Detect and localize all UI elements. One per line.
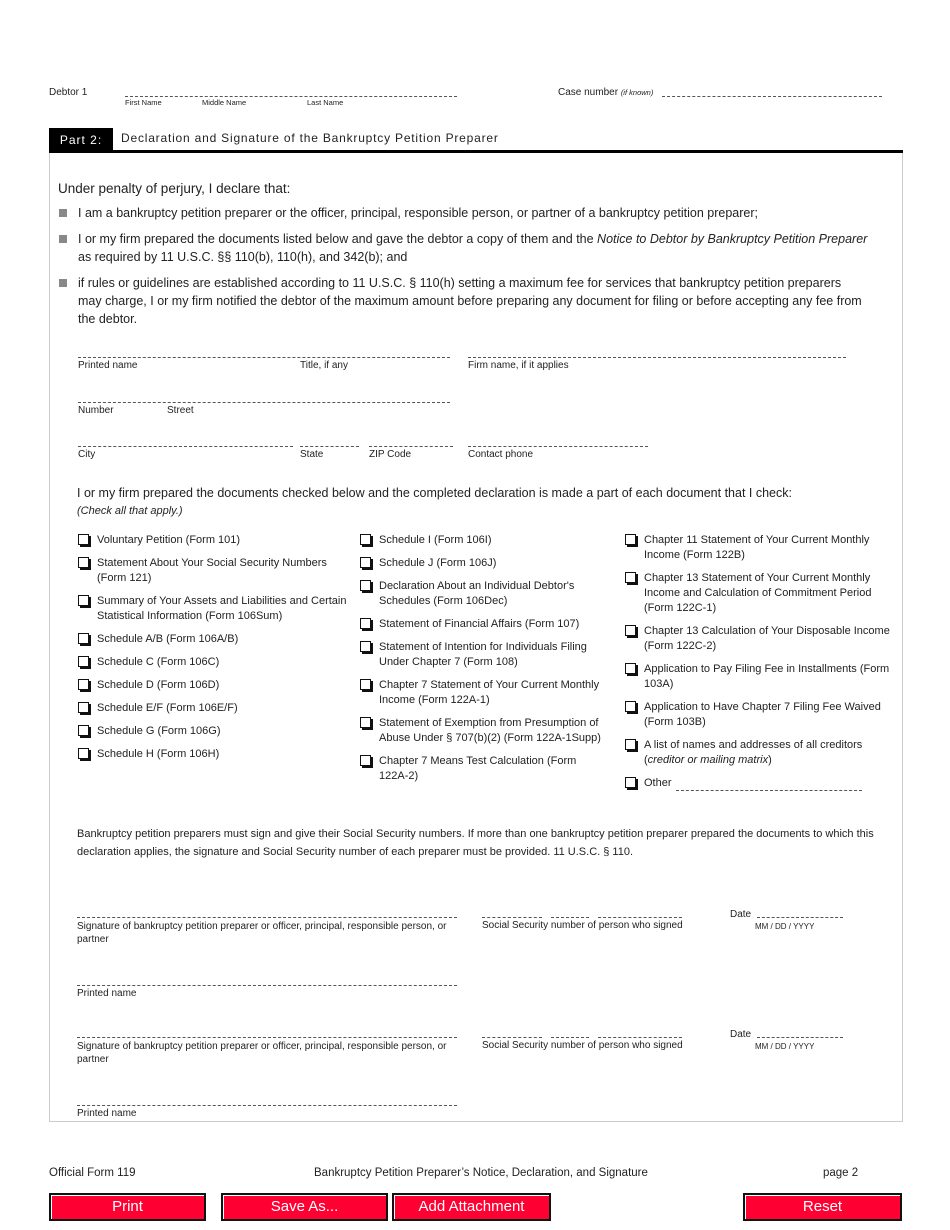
document-label: Schedule I (Form 106I) — [379, 534, 492, 546]
declaration-bullet-row — [58, 274, 888, 328]
print-button[interactable]: Print — [49, 1193, 206, 1221]
declaration-bullet-2 — [78, 230, 868, 266]
document-label: Voluntary Petition (Form 101) — [97, 534, 241, 546]
street-field[interactable] — [78, 402, 450, 403]
city-field[interactable] — [78, 446, 293, 447]
notice-title: Notice to Debtor by Bankruptcy Petition Preparer — [597, 232, 868, 246]
printed-name-field[interactable] — [78, 357, 450, 358]
document-label: Schedule C (Form 106C) — [97, 656, 220, 668]
document-option[interactable] — [360, 640, 608, 670]
bullet-icon — [59, 279, 67, 287]
document-label-wrap — [379, 678, 607, 708]
state-label: State — [300, 449, 324, 460]
zip-field[interactable] — [369, 446, 453, 447]
document-option[interactable] — [78, 747, 348, 762]
document-label-wrap — [379, 579, 607, 609]
document-checkbox[interactable] — [78, 679, 89, 690]
document-label: Schedule E/F (Form 106E/F) — [97, 702, 238, 714]
document-checkbox[interactable] — [625, 739, 636, 750]
document-option[interactable] — [360, 533, 608, 548]
document-label-wrap — [97, 724, 347, 739]
part-label: Part 2: — [49, 128, 113, 152]
other-option[interactable] — [625, 776, 893, 791]
footer-title: Bankruptcy Petition Preparer’s Notice, Declaration, and Signature — [314, 1167, 648, 1179]
date-format-label: MM / DD / YYYY — [755, 1042, 815, 1051]
document-checkbox[interactable] — [360, 557, 371, 568]
document-checkbox[interactable] — [360, 618, 371, 629]
ssn-field[interactable] — [551, 917, 589, 918]
document-label-wrap — [379, 754, 607, 784]
document-option[interactable] — [78, 594, 348, 624]
phone-label: Contact phone — [468, 449, 534, 460]
document-checkbox[interactable] — [360, 641, 371, 652]
city-label: City — [78, 449, 96, 460]
document-option[interactable] — [360, 556, 608, 571]
document-label-wrap — [97, 747, 347, 762]
number-label: Number — [78, 405, 114, 416]
document-checkbox[interactable] — [360, 717, 371, 728]
document-label-wrap — [644, 662, 892, 692]
document-label: Statement of Exemption from Presumption of Abuse Under § 707(b)(2) (Form 122A-1Supp) — [379, 717, 601, 744]
document-option[interactable] — [360, 617, 608, 632]
document-label-wrap — [97, 678, 347, 693]
document-label-wrap — [379, 533, 607, 548]
part-divider — [49, 150, 903, 153]
document-option[interactable] — [78, 556, 348, 586]
document-option[interactable] — [360, 716, 608, 746]
document-checkbox[interactable] — [360, 679, 371, 690]
document-checkbox[interactable] — [625, 701, 636, 712]
document-checkbox[interactable] — [625, 663, 636, 674]
creditor-matrix-note: (creditor or mailing matrix) — [644, 754, 772, 766]
document-checkbox[interactable] — [625, 534, 636, 545]
document-label: Schedule A/B (Form 106A/B) — [97, 633, 239, 645]
date-label: Date — [730, 1029, 752, 1040]
document-label: A list of names and addresses of all creditors — [644, 739, 863, 751]
printed-name-label: Printed name — [77, 1108, 137, 1119]
document-label: Chapter 13 Statement of Your Current Monthly Income and Calculation of Commitment Period (Form 122C-1) — [644, 572, 872, 614]
printed-name-field[interactable] — [77, 985, 457, 986]
document-label: Application to Have Chapter 7 Filing Fee Waived (Form 103B) — [644, 701, 881, 728]
declaration-bullet-1: I am a bankruptcy petition preparer or the officer, principal, responsible person, or partner of a bankruptcy petition preparer; — [78, 206, 759, 220]
document-option[interactable] — [78, 655, 348, 670]
ssn-label: Social Security number of person who signed — [482, 920, 683, 931]
document-option[interactable] — [360, 754, 608, 784]
ssn-field[interactable] — [598, 1037, 682, 1038]
document-label: Declaration About an Individual Debtor's Schedules (Form 106Dec) — [379, 580, 575, 607]
document-label: Chapter 7 Statement of Your Current Monthly Income (Form 122A-1) — [379, 679, 600, 706]
document-option[interactable] — [625, 533, 893, 563]
document-checkbox[interactable] — [78, 595, 89, 606]
first-name-label: First Name — [125, 98, 162, 107]
declaration-bullet-3: if rules or guidelines are established according to 11 U.S.C. § 110(h) setting a maximum fee for services that bankruptcy petition preparers may charge, I or my firm notified the debtor of the maximum amount before preparing any document for filing or before accepting any fee from the debtor. — [78, 276, 862, 326]
document-label-wrap — [379, 716, 607, 746]
document-label-wrap — [644, 624, 892, 654]
case-number-note: (if known) — [620, 88, 654, 97]
document-option[interactable] — [360, 678, 608, 708]
ssn-field[interactable] — [482, 1037, 542, 1038]
signature-label: Signature of bankruptcy petition preparer or officer, principal, responsible person, or partner — [77, 1041, 447, 1065]
case-number-text: Case number — [558, 87, 619, 98]
document-label-wrap — [97, 556, 347, 586]
document-label-wrap — [97, 594, 347, 624]
document-label: Schedule J (Form 106J) — [379, 557, 497, 569]
date-format-label: MM / DD / YYYY — [755, 922, 815, 931]
document-label-wrap — [97, 655, 347, 670]
other-label-wrap — [644, 776, 862, 791]
document-label: Chapter 11 Statement of Your Current Monthly Income (Form 122B) — [644, 534, 870, 561]
document-label-wrap — [644, 738, 892, 768]
declaration-bullet-row — [58, 230, 888, 266]
document-checkbox[interactable] — [78, 748, 89, 759]
document-label: Chapter 7 Means Test Calculation (Form 122A-2) — [379, 755, 577, 782]
signature-field[interactable] — [77, 1037, 457, 1038]
document-option[interactable] — [78, 678, 348, 693]
document-label-wrap — [379, 556, 607, 571]
zip-label: ZIP Code — [369, 449, 412, 460]
document-option[interactable] — [78, 632, 348, 647]
date-label: Date — [730, 909, 752, 920]
middle-name-label: Middle Name — [202, 98, 247, 107]
document-checkbox[interactable] — [78, 633, 89, 644]
bullet-2-text: I or my firm prepared the documents listed below and gave the debtor a copy of them and the — [78, 232, 598, 246]
title-label: Title, if any — [300, 360, 348, 371]
document-checkbox[interactable] — [78, 534, 89, 545]
footer-form-number: Official Form 119 — [49, 1167, 136, 1179]
date-field[interactable] — [757, 917, 843, 918]
document-checkbox[interactable] — [360, 755, 371, 766]
part-title: Declaration and Signature of the Bankruptcy Petition Preparer — [121, 131, 499, 145]
bullet-icon — [59, 209, 67, 217]
document-label: Statement of Financial Affairs (Form 107) — [379, 618, 580, 630]
phone-field[interactable] — [468, 446, 648, 447]
document-label-wrap — [379, 640, 607, 670]
signature-notice: Bankruptcy petition preparers must sign and give their Social Security numbers. If more than one bankruptcy petition preparer prepared the documents to which this declaration applies, the signature and Social Security number of each preparer must be provided. 11 U.S.C. § 110. — [77, 828, 874, 858]
other-label: Other — [644, 777, 672, 789]
add-attachment-button[interactable]: Add Attachment — [392, 1193, 551, 1221]
reset-button[interactable]: Reset — [743, 1193, 902, 1221]
footer-page: page 2 — [823, 1167, 859, 1179]
declaration-intro: Under penalty of perjury, I declare that: — [58, 181, 291, 196]
document-option[interactable] — [78, 724, 348, 739]
document-label: Statement of Intention for Individuals Filing Under Chapter 7 (Form 108) — [379, 641, 587, 668]
document-label: Schedule H (Form 106H) — [97, 748, 220, 760]
document-checkbox[interactable] — [625, 572, 636, 583]
document-label-wrap — [97, 632, 347, 647]
case-number-field[interactable] — [662, 96, 882, 97]
firm-name-field[interactable] — [468, 357, 846, 358]
document-label-wrap — [379, 617, 607, 632]
debtor-label: Debtor 1 — [49, 87, 88, 98]
document-checkbox[interactable] — [625, 625, 636, 636]
document-label: Chapter 13 Calculation of Your Disposable Income (Form 122C-2) — [644, 625, 890, 652]
document-label-wrap — [97, 701, 347, 716]
document-label-wrap — [644, 700, 892, 730]
document-option[interactable] — [625, 700, 893, 730]
declaration-bullet-row — [58, 204, 888, 222]
documents-note: (Check all that apply.) — [77, 505, 183, 517]
document-column — [625, 533, 893, 791]
document-checkbox[interactable] — [360, 534, 371, 545]
firm-name-label: Firm name, if it applies — [468, 360, 569, 371]
document-option[interactable] — [360, 579, 608, 609]
state-field[interactable] — [300, 446, 359, 447]
document-label-wrap — [644, 533, 892, 563]
document-option[interactable] — [78, 533, 348, 548]
printed-name-field[interactable] — [77, 1105, 457, 1106]
document-option[interactable] — [78, 701, 348, 716]
printed-name-label: Printed name — [77, 988, 137, 999]
document-checkbox[interactable] — [78, 557, 89, 568]
signature-field[interactable] — [77, 917, 457, 918]
other-checkbox[interactable] — [625, 777, 636, 788]
signature-label: Signature of bankruptcy petition preparer or officer, principal, responsible person, or partner — [77, 921, 447, 945]
document-label-wrap — [644, 571, 892, 616]
document-label-wrap — [97, 533, 347, 548]
document-label: Application to Pay Filing Fee in Installments (Form 103A) — [644, 663, 890, 690]
ssn-field[interactable] — [551, 1037, 589, 1038]
documents-intro: I or my firm prepared the documents checked below and the completed declaration is made a part of each document that I check: — [77, 486, 792, 500]
document-option[interactable] — [625, 571, 893, 616]
document-option[interactable] — [625, 738, 893, 768]
bullet-2-text-end: as required by 11 U.S.C. §§ 110(b), 110(h), and 342(b); and — [78, 250, 408, 264]
last-name-label: Last Name — [307, 98, 344, 107]
document-label: Schedule D (Form 106D) — [97, 679, 220, 691]
document-label: Schedule G (Form 106G) — [97, 725, 221, 737]
ssn-field[interactable] — [482, 917, 542, 918]
document-label: Statement About Your Social Security Numbers (Form 121) — [97, 557, 327, 584]
document-checkbox[interactable] — [78, 656, 89, 667]
debtor-name-field[interactable] — [125, 96, 457, 97]
document-column — [360, 533, 608, 784]
document-option[interactable] — [625, 624, 893, 654]
document-checkbox[interactable] — [78, 725, 89, 736]
case-number-label — [558, 87, 653, 98]
date-field[interactable] — [757, 1037, 843, 1038]
save-as-button[interactable]: Save As... — [221, 1193, 388, 1221]
document-checkbox[interactable] — [360, 580, 371, 591]
document-label: Summary of Your Assets and Liabilities and Certain Statistical Information (Form 106Sum) — [97, 595, 347, 622]
document-column — [78, 533, 348, 762]
other-field[interactable] — [676, 778, 862, 791]
creditor-matrix-italic: creditor or mailing matrix — [647, 754, 769, 766]
ssn-label: Social Security number of person who signed — [482, 1040, 683, 1051]
bullet-icon — [59, 235, 67, 243]
ssn-field[interactable] — [598, 917, 682, 918]
printed-name-label: Printed name — [78, 360, 138, 371]
document-checkbox[interactable] — [78, 702, 89, 713]
declaration — [58, 181, 888, 328]
street-label: Street — [167, 405, 194, 416]
document-option[interactable] — [625, 662, 893, 692]
